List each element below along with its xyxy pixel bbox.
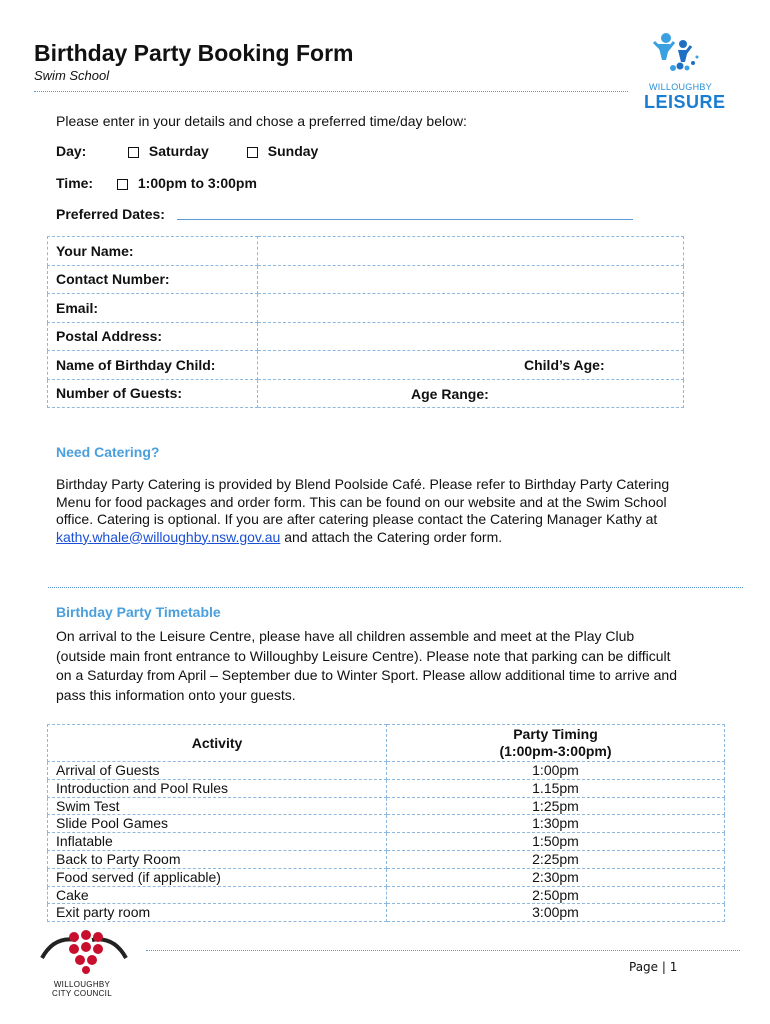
timing-column-header — [387, 725, 725, 762]
table-row — [48, 379, 684, 408]
day-row — [56, 143, 318, 159]
catering-text — [56, 476, 696, 546]
council-crest-icon — [34, 928, 134, 978]
table-row — [48, 815, 725, 833]
timing-header-line1: Party Timing — [513, 726, 598, 742]
sunday-label: Sunday — [267, 143, 319, 159]
saturday-checkbox[interactable] — [128, 147, 139, 158]
details-table — [47, 236, 684, 408]
table-row — [48, 779, 725, 797]
table-row — [48, 237, 684, 266]
time-cell: 3:00pm — [387, 904, 725, 922]
email-label: Email: — [48, 294, 258, 323]
preferred-dates-input[interactable] — [177, 219, 633, 220]
footer-divider — [146, 950, 740, 951]
page-subtitle: Swim School — [34, 68, 110, 83]
time-cell: 1:25pm — [387, 797, 725, 815]
postal-address-label: Postal Address: — [48, 322, 258, 351]
section-divider — [48, 587, 743, 588]
activity-cell: Arrival of Guests — [48, 762, 387, 780]
activity-cell: Swim Test — [48, 797, 387, 815]
council-name-line2: CITY COUNCIL — [52, 989, 112, 998]
time-cell: 1:30pm — [387, 815, 725, 833]
logo-text-willoughby: WILLOUGHBY — [649, 82, 713, 92]
your-name-input[interactable] — [258, 237, 684, 266]
logo-text-leisure: LEISURE — [644, 92, 726, 112]
table-row — [48, 833, 725, 851]
activity-cell: Food served (if applicable) — [48, 868, 387, 886]
time-cell: 2:30pm — [387, 868, 725, 886]
catering-email-link[interactable]: kathy.whale@willoughby.nsw.gov.au — [56, 528, 281, 545]
activity-column-header: Activity — [48, 725, 387, 762]
time-cell: 2:25pm — [387, 850, 725, 868]
table-row — [48, 868, 725, 886]
time-cell: 1:50pm — [387, 833, 725, 851]
time-row — [56, 175, 257, 191]
sunday-checkbox[interactable] — [247, 147, 258, 158]
table-row — [48, 762, 725, 780]
day-label: Day: — [56, 143, 87, 159]
table-row — [48, 850, 725, 868]
table-row — [48, 351, 684, 380]
activity-cell: Cake — [48, 886, 387, 904]
page-title: Birthday Party Booking Form — [34, 40, 354, 66]
table-row — [48, 322, 684, 351]
age-range-label: Age Range: — [411, 385, 489, 402]
table-row — [48, 294, 684, 323]
time-cell: 1:00pm — [387, 762, 725, 780]
timetable-table — [47, 724, 725, 922]
council-name-line1: WILLOUGHBY — [53, 980, 111, 989]
activity-cell: Back to Party Room — [48, 850, 387, 868]
saturday-label: Saturday — [148, 143, 209, 159]
council-name — [44, 980, 120, 998]
birthday-child-label: Name of Birthday Child: — [48, 351, 258, 380]
catering-text-tail: and attach the Catering order form. — [284, 528, 503, 545]
activity-cell: Introduction and Pool Rules — [48, 779, 387, 797]
timetable-heading: Birthday Party Timetable — [56, 604, 221, 620]
time-option-label: 1:00pm to 3:00pm — [137, 175, 257, 191]
timing-header-line2: (1:00pm-3:00pm) — [499, 743, 612, 759]
time-cell: 1.15pm — [387, 779, 725, 797]
table-row — [48, 886, 725, 904]
contact-number-label: Contact Number: — [48, 265, 258, 294]
postal-address-input[interactable] — [258, 322, 684, 351]
activity-cell: Inflatable — [48, 833, 387, 851]
contact-number-input[interactable] — [258, 265, 684, 294]
catering-heading: Need Catering? — [56, 444, 160, 460]
number-of-guests-label: Number of Guests: — [48, 379, 258, 408]
table-row — [48, 904, 725, 922]
timetable-header-row — [48, 725, 725, 762]
your-name-label: Your Name: — [48, 237, 258, 266]
swimmer-figures-icon — [636, 30, 726, 86]
time-checkbox[interactable] — [117, 179, 128, 190]
page-number: Page | 1 — [629, 960, 678, 974]
header-divider — [34, 91, 628, 92]
time-label: Time: — [56, 175, 94, 191]
time-cell: 2:50pm — [387, 886, 725, 904]
activity-cell: Exit party room — [48, 904, 387, 922]
number-of-guests-input[interactable] — [258, 379, 684, 408]
preferred-dates-label: Preferred Dates: — [56, 206, 165, 222]
table-row — [48, 797, 725, 815]
timetable-text: On arrival to the Leisure Centre, please have all children assemble and meet at the Play Club (outside main front entrance to Willoughby Leisure Centre). Please note that parking can be difficult on a Saturday from April – September due to Winter Sport. Please allow additional time to arrive and pass this information onto your guests. — [56, 628, 677, 703]
table-row — [48, 265, 684, 294]
childs-age-label: Child’s Age: — [524, 357, 605, 373]
email-input[interactable] — [258, 294, 684, 323]
activity-cell: Slide Pool Games — [48, 815, 387, 833]
catering-text-body: Birthday Party Catering is provided by Blend Poolside Café. Please refer to Birthday Party Catering Menu for food packages and order form. This can be found on our website and at the Swim School office. Catering is optional. If you are after catering please contact the Catering Manager Kathy at — [56, 476, 670, 527]
birthday-child-input[interactable] — [258, 351, 684, 380]
form-intro: Please enter in your details and chose a preferred time/day below: — [56, 113, 467, 129]
